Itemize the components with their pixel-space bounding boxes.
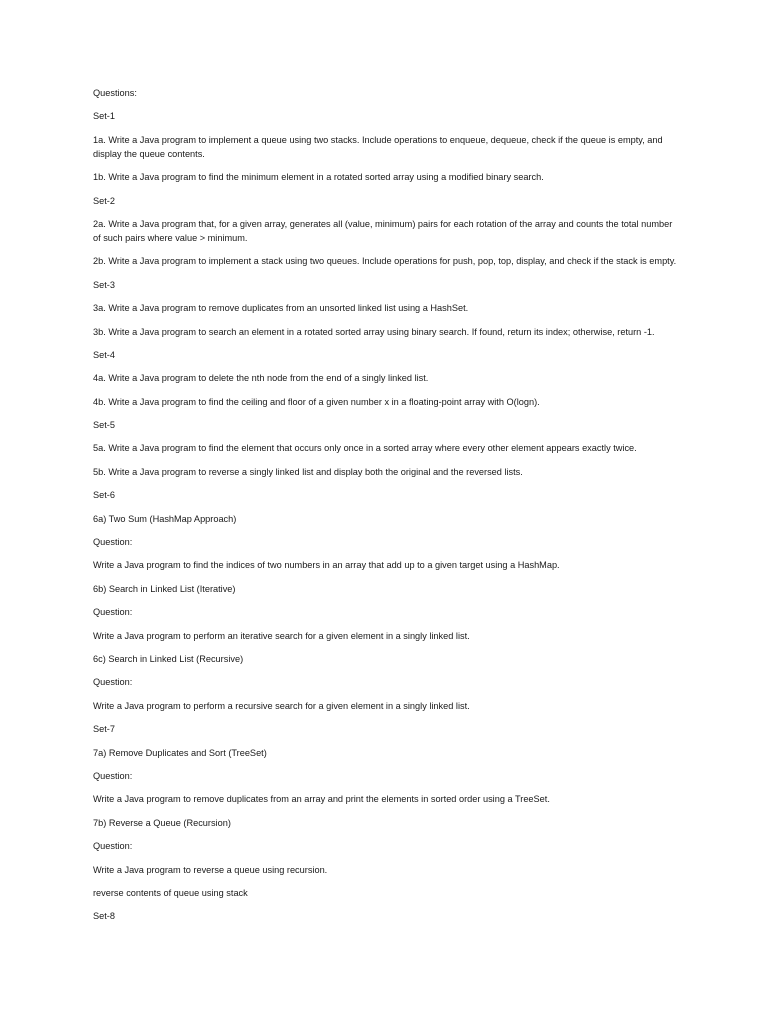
question-label: Question: bbox=[93, 607, 133, 618]
question-3b: 3b. Write a Java program to search an element in a rotated sorted array using binary search. If found, return its index; otherwise, return -1. bbox=[93, 326, 655, 337]
question-5a: 5a. Write a Java program to find the element that occurs only once in a sorted array where every other element appears exactly twice. bbox=[93, 443, 637, 454]
question-6c: Write a Java program to perform a recursive search for a given element in a singly linked list. bbox=[93, 700, 470, 711]
topic-6a: 6a) Two Sum (HashMap Approach) bbox=[93, 513, 237, 524]
question-1a: 1a. Write a Java program to implement a queue using two stacks. Include operations to enqueue, dequeue, check if the queue is empty, and display the queue contents. bbox=[93, 134, 663, 159]
set-heading-8: Set-8 bbox=[93, 911, 115, 922]
question-2a: 2a. Write a Java program that, for a given array, generates all (value, minimum) pairs for each rotation of the array and counts the total number of such pairs where value > minimum. bbox=[93, 218, 673, 243]
set-heading-3: Set-3 bbox=[93, 279, 115, 290]
set-heading-6: Set-6 bbox=[93, 490, 115, 501]
set-heading-5: Set-5 bbox=[93, 420, 115, 431]
question-6a: Write a Java program to find the indices of two numbers in an array that add up to a given target using a HashMap. bbox=[93, 560, 560, 571]
question-label: Question: bbox=[93, 537, 133, 548]
set-heading-4: Set-4 bbox=[93, 349, 115, 360]
question-label: Question: bbox=[93, 841, 133, 852]
question-label: Question: bbox=[93, 770, 133, 781]
question-4b: 4b. Write a Java program to find the ceiling and floor of a given number x in a floating-point array with O(logn). bbox=[93, 396, 540, 407]
topic-7b: 7b) Reverse a Queue (Recursion) bbox=[93, 817, 231, 828]
question-4a: 4a. Write a Java program to delete the nth node from the end of a singly linked list. bbox=[93, 373, 429, 384]
question-1b: 1b. Write a Java program to find the minimum element in a rotated sorted array using a modified binary search. bbox=[93, 172, 544, 183]
topic-6c: 6c) Search in Linked List (Recursive) bbox=[93, 653, 244, 664]
question-5b: 5b. Write a Java program to reverse a singly linked list and display both the original and the reversed lists. bbox=[93, 466, 523, 477]
question-7b: Write a Java program to reverse a queue using recursion. bbox=[93, 864, 328, 875]
question-label: Question: bbox=[93, 677, 133, 688]
question-6b: Write a Java program to perform an iterative search for a given element in a singly linked list. bbox=[93, 630, 470, 641]
document-page bbox=[93, 86, 677, 933]
topic-6b: 6b) Search in Linked List (Iterative) bbox=[93, 583, 236, 594]
set-heading-7: Set-7 bbox=[93, 724, 115, 735]
topic-7a: 7a) Remove Duplicates and Sort (TreeSet) bbox=[93, 747, 267, 758]
set-heading-1: Set-1 bbox=[93, 111, 115, 122]
heading-questions: Questions: bbox=[93, 88, 137, 98]
question-7a: Write a Java program to remove duplicates from an array and print the elements in sorted order using a TreeSet. bbox=[93, 794, 550, 805]
question-2b: 2b. Write a Java program to implement a stack using two queues. Include operations for push, pop, top, display, and check if the stack is empty. bbox=[93, 256, 677, 267]
question-3a: 3a. Write a Java program to remove duplicates from an unsorted linked list using a HashSet. bbox=[93, 303, 469, 314]
note-7b: reverse contents of queue using stack bbox=[93, 887, 248, 898]
set-heading-2: Set-2 bbox=[93, 195, 115, 206]
